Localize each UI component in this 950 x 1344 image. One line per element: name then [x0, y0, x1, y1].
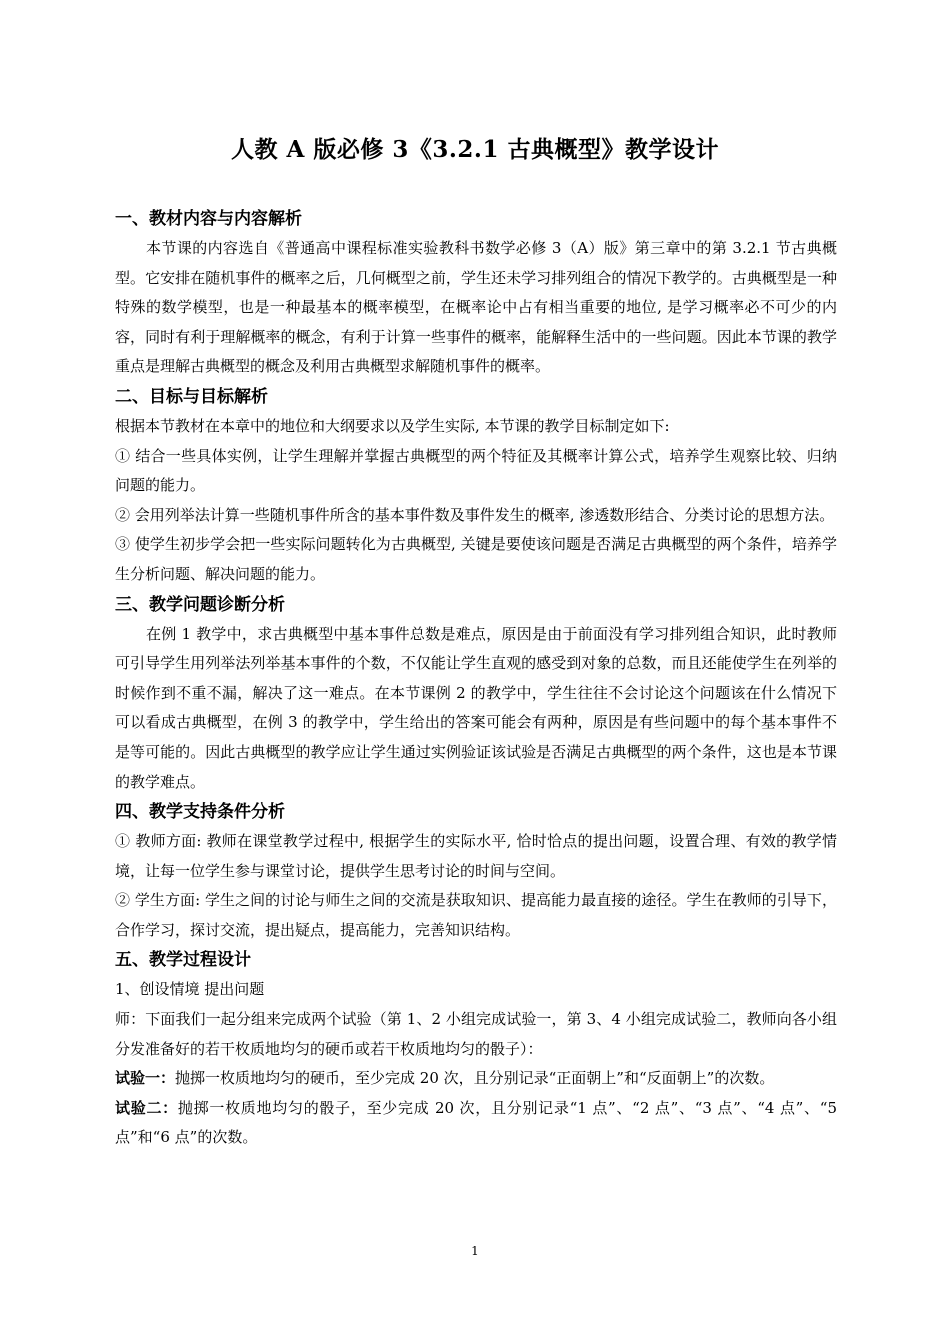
section-paragraph: 在例 1 教学中，求古典概型中基本事件总数是难点，原因是由于前面没有学习排列组合知识，此时教师可引导学生用列举法列举基本事件的个数，不仅能让学生直观的感受到对象的总数，而且还能使学生在列举的时候作到不重不漏，解决了这一难点。在本节课例 2 的教学中，学生往往不会讨论这个问题该在什么情况下可以看成古典概型，在例 3 的教学中，学生给出的答案可能会有两种，原因是有些问题中的每个基本事件不是等可能的。因此古典概型的教学应让学生通过实例验证该试验是否满足古典概型的两个条件，这也是本节课的教学难点。: [115, 624, 837, 791]
goal-intro: 根据本节教材在本章中的地位和大纲要求以及学生实际, 本节课的教学目标制定如下:: [115, 416, 670, 435]
teacher-instruction: 师：下面我们一起分组来完成两个试验（第 1、2 小组完成试验一，第 3、4 小组完成试验二，教师向各小组分发准备好的若干枚质地均匀的硬币或若干枚质地均匀的骰子）：: [115, 1010, 837, 1058]
experiment-two-label: 试验二：: [115, 1098, 178, 1117]
experiment-one-label: 试验一：: [115, 1069, 176, 1088]
section-heading: 二、目标与目标解析: [115, 386, 268, 407]
section-heading: 四、教学支持条件分析: [115, 802, 285, 823]
document-title: 人教 A 版必修 3《3.2.1 古典概型》教学设计: [231, 136, 719, 163]
experiment-two: [115, 1094, 837, 1153]
section-goal-analysis: [115, 382, 837, 590]
goal-item-2: ② 会用列举法计算一些随机事件所含的基本事件数及事件发生的概率, 渗透数形结合、分类讨论的思想方法。: [115, 505, 835, 524]
step-title: 1、创设情境 提出问题: [115, 980, 265, 999]
experiment-one: [115, 1064, 837, 1094]
section-content-analysis: [115, 204, 837, 382]
section-support-conditions: [115, 797, 837, 945]
section-heading: 三、教学问题诊断分析: [115, 594, 285, 615]
page-number: 1: [471, 1244, 479, 1258]
section-heading: 五、教学过程设计: [115, 950, 251, 971]
goal-item-1: ① 结合一些具体实例，让学生理解并掌握古典概型的两个特征及其概率计算公式，培养学生观察比较、归纳问题的能力。: [115, 446, 837, 495]
section-problem-diagnosis: [115, 590, 837, 798]
section-paragraph: 本节课的内容选自《普通高中课程标准实验教科书数学必修 3（A）版》第三章中的第 3.2.1 节古典概型。它安排在随机事件的概率之后，几何概型之前，学生还未学习排列组合的情况下教学的。古典概型是一种特殊的数学模型，也是一种最基本的概率模型，在概率论中占有相当重要的地位, 是学习概率必不可少的内容，同时有利于理解概率的概念，有利于计算一些事件的概率，能解释生活中的一些问题。因此本节课的教学重点是理解古典概型的概念及利用古典概型求解随机事件的概率。: [115, 239, 837, 376]
goal-item-3: ③ 使学生初步学会把一些实际问题转化为古典概型, 关键是要使该问题是否满足古典概型的两个条件，培养学生分析问题、解决问题的能力。: [115, 535, 837, 583]
document-body: [115, 204, 837, 1153]
support-item-teacher: ① 教师方面: 教师在课堂教学过程中, 根据学生的实际水平, 恰时恰点的提出问题，设置合理、有效的教学情境，让每一位学生参与课堂讨论，提供学生思考讨论的时间与空间。: [115, 832, 837, 880]
experiment-two-text: 抛掷一枚质地均匀的骰子，至少完成 20 次，且分别记录“1 点”、“2 点”、“3 点”、“4 点”、“5 点”和“6 点”的次数。: [115, 1098, 837, 1147]
experiment-one-text: 抛掷一枚质地均匀的硬币，至少完成 20 次，且分别记录“正面朝上”和“反面朝上”的次数。: [175, 1069, 775, 1088]
support-item-student: ② 学生方面: 学生之间的讨论与师生之间的交流是获取知识、提高能力最直接的途径。学生在教师的引导下，合作学习，探讨交流，提出疑点，提高能力，完善知识结构。: [115, 891, 837, 939]
section-teaching-process: [115, 945, 837, 1153]
section-heading: 一、教材内容与内容解析: [115, 209, 302, 229]
